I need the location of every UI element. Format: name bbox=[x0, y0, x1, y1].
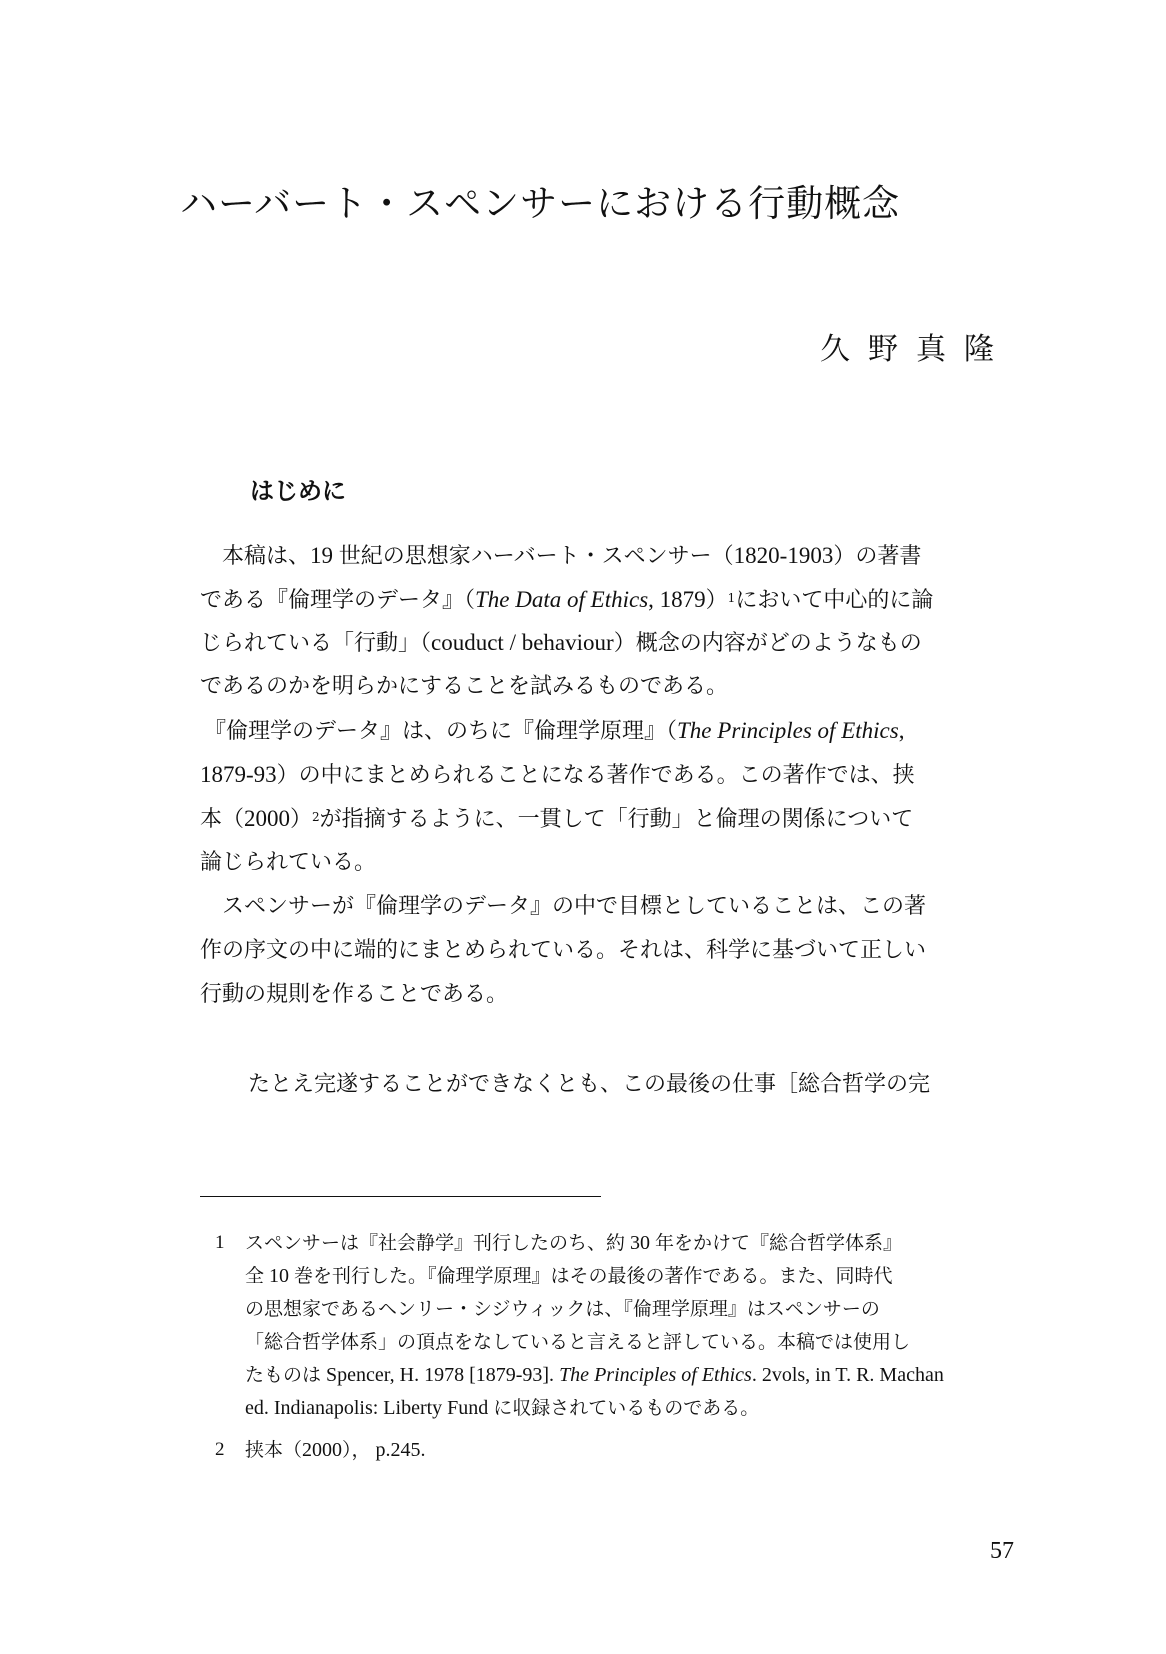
body-line: 本$(2000)^2$が指摘するように、一貫して「行動」と倫理の関係について bbox=[200, 806, 914, 832]
footnote-line: の思想家であるヘンリー・シジウィックは、『倫理学原理』はスペンサーの bbox=[245, 1298, 880, 1320]
body-line: 作の序文の中に端的にまとめられている。それは、科学に基づいて正しい bbox=[200, 938, 927, 963]
page-number: 57 bbox=[990, 1538, 1014, 1564]
body-line: であるのかを明らかにすることを試みるものである。 bbox=[200, 674, 729, 699]
footnote-number: 2 bbox=[215, 1439, 225, 1460]
footnote-line: たものは Spencer, H. 1978 [1879-93]. The Principles of Ethics. 2vols, in T. R. Machan bbox=[245, 1364, 944, 1386]
footnote-ref[interactable]: 1 bbox=[727, 591, 736, 605]
body-line: 本稿は、19 世紀の思想家ハーバート・スペンサー（1820-1903）の著書 bbox=[222, 543, 922, 569]
footnote-divider bbox=[200, 1196, 601, 1197]
author-name: 久野真隆 bbox=[820, 332, 1012, 367]
body-line: である『倫理学のデータ』（The Data of Ethics, 1879）$^1$において中心的に論 bbox=[200, 587, 934, 613]
body-line: 行動の規則を作ることである。 bbox=[200, 982, 509, 1007]
section-heading: はじめに bbox=[250, 477, 346, 505]
body-line: スペンサーが『倫理学のデータ』の中で目標としていることは、この著 bbox=[222, 894, 927, 919]
footnote-ref[interactable]: 2 bbox=[312, 810, 320, 824]
body-line: じられている「行動」（couduct / behaviour）概念の内容がどのようなもの bbox=[200, 630, 922, 656]
footnote-line: 全 10 巻を刊行した。『倫理学原理』はその最後の著作である。また、同時代 bbox=[245, 1265, 893, 1287]
footnote-line: ed. Indianapolis: Liberty Fund に収録されているものである。 bbox=[245, 1397, 760, 1419]
body-line: 論じられている。 bbox=[200, 850, 377, 875]
footnote-line: 挟本（2000）， p.245. bbox=[245, 1439, 426, 1461]
footnote-line: スペンサーは『社会静学』刊行したのち、約 30 年をかけて『総合哲学体系』 bbox=[245, 1232, 903, 1254]
body-line: 1879-93）の中にまとめられることになる著作である。この著作では、挟 bbox=[200, 762, 915, 788]
page-title: ハーバート・スペンサーにおける行動概念 bbox=[180, 182, 901, 225]
body-line: 『倫理学のデータ』は、のちに『倫理学原理』（The Principles of Ethics, bbox=[204, 718, 905, 744]
block-quote: たとえ完遂することができなくとも、この最後の仕事［総合哲学の完 bbox=[248, 1072, 931, 1097]
footnote-line: 「総合哲学体系」の頂点をなしていると言えると評している。本稿では使用し bbox=[245, 1331, 911, 1353]
footnote-number: 1 bbox=[215, 1232, 225, 1253]
